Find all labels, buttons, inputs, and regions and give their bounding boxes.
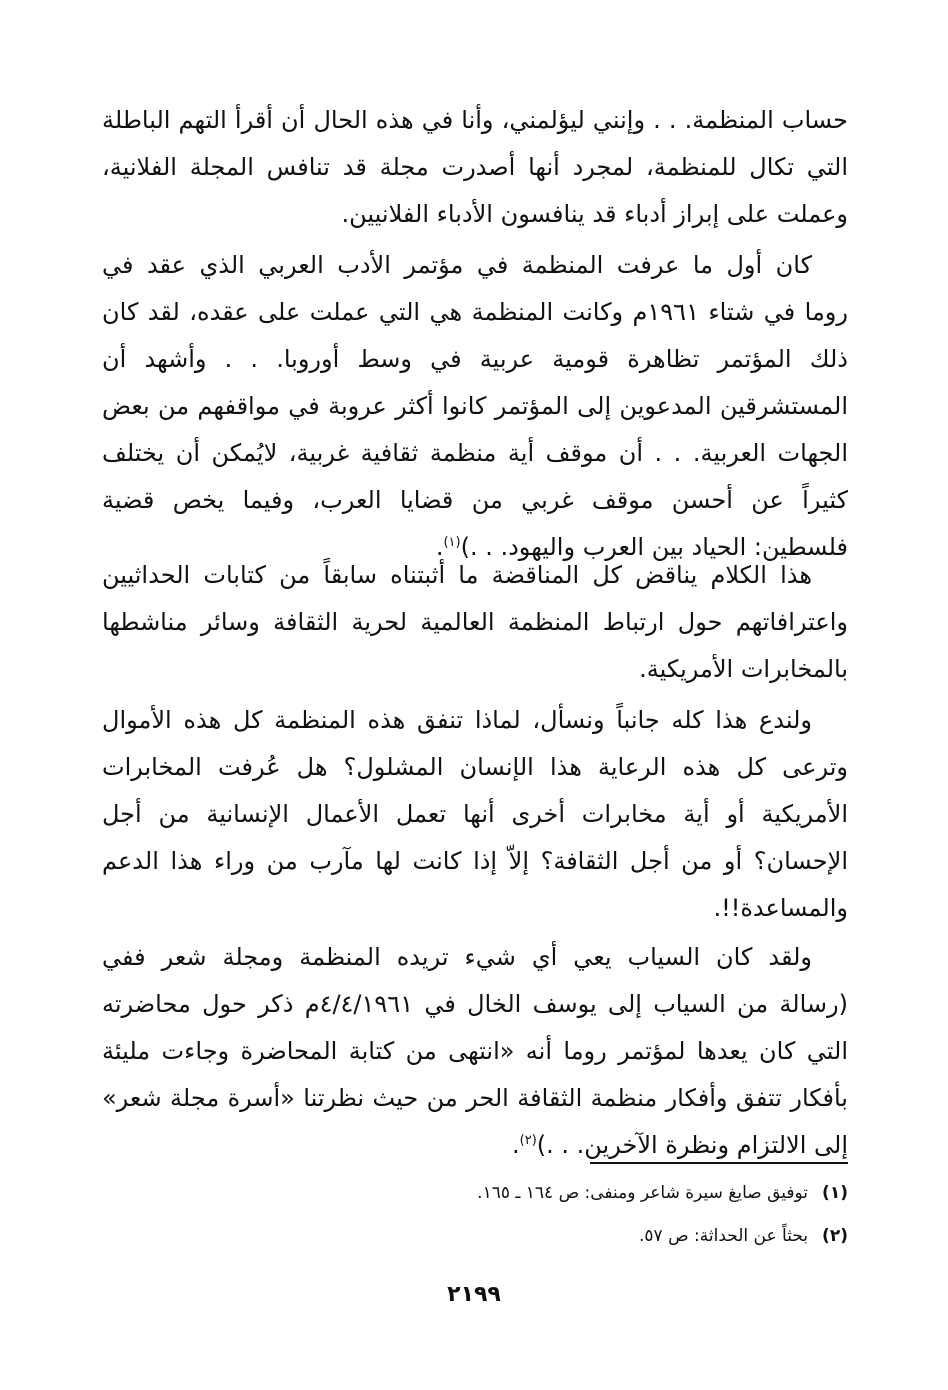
paragraph-2 — [102, 242, 848, 571]
paragraph-line: المستشرقين المدعوين إلى المؤتمر كانوا أكثر عروبة في مواقفهم من بعض — [102, 392, 848, 420]
paragraph-line-end: . — [435, 533, 444, 561]
paragraph-line: كان أول ما عرفت المنظمة في مؤتمر الأدب العربي الذي عقد في — [102, 251, 812, 279]
paragraph-line: التي تكال للمنظمة، لمجرد أنها أصدرت مجلة قد تنافس المجلة الفلانية، — [102, 153, 848, 181]
paragraph-5 — [102, 934, 848, 1169]
paragraph-line: ولندع هذا كله جانباً ونسأل، لماذا تنفق هذه المنظمة كل هذه الأموال — [102, 706, 812, 734]
paragraph-line: هذا الكلام يناقض كل المناقضة ما أثبتناه سابقاً من كتابات الحداثيين — [102, 561, 812, 589]
paragraph-line: حساب المنظمة. . . وإنني ليؤلمني، وأنا في هذه الحال أن أقرأ التهم الباطلة — [102, 106, 848, 134]
page-number: ٢١٩٩ — [447, 1282, 501, 1307]
paragraph-line: واعترافاتهم حول ارتباط المنظمة العالمية لحرية الثقافة وسائر مناشطها — [102, 608, 848, 636]
footnote-reference: (١) — [443, 535, 461, 550]
paragraph-line: ذلك المؤتمر تظاهرة قومية عربية في وسط أوروبا. . . وأشهد أن — [102, 345, 848, 373]
footnote-text: بحثاً عن الحداثة: ص ٥٧. — [639, 1226, 809, 1246]
paragraph-3 — [102, 552, 848, 693]
footnote-number: (١) — [822, 1183, 848, 1203]
paragraph-line: وعملت على إبراز أدباء قد ينافسون الأدباء الفلانيين. — [341, 200, 848, 228]
paragraph-line: الجهات العربية. . . أن موقف أية منظمة ثقافية غربية، لايُمكن أن يختلف — [102, 439, 848, 467]
footnote-2 — [102, 1223, 848, 1249]
paragraph-line: ولقد كان السياب يعي أي شيء تريده المنظمة ومجلة شعر ففي — [102, 943, 812, 971]
footnote-text: توفيق صايغ سيرة شاعر ومنفى: ص ١٦٤ ـ ١٦٥. — [477, 1183, 809, 1203]
paragraph-line-end: . — [512, 1131, 520, 1159]
paragraph-line: التي كان يعدها لمؤتمر روما أنه «انتهى من كتابة المحاضرة وجاءت مليئة — [102, 1037, 848, 1065]
footnote-1 — [102, 1180, 848, 1206]
paragraph-1 — [102, 97, 848, 238]
paragraph-line-text: إلى الالتزام ونظرة الآخرين. . .) — [536, 1131, 848, 1159]
paragraph-line: (رسالة من السياب إلى يوسف الخال في ٤/٤/١٩٦١م ذكر حول محاضرته — [102, 990, 848, 1018]
paragraph-line: روما في شتاء ١٩٦١م وكانت المنظمة هي التي عملت على عقده، لقد كان — [102, 298, 848, 326]
paragraph-line: الإحسان؟ أو من أجل الثقافة؟ إلاّ إذا كانت لها مآرب من وراء هذا الدعم — [102, 847, 848, 875]
paragraph-line: الأمريكية أو أية مخابرات أخرى أنها تعمل الأعمال الإنسانية من أجل — [102, 800, 848, 828]
footnote-divider — [590, 1162, 848, 1164]
paragraph-line-text: فلسطين: الحياد بين العرب واليهود. . .) — [460, 533, 848, 561]
paragraph-line: بأفكار تتفق وأفكار منظمة الثقافة الحر من حيث نظرتنا «أسرة مجلة شعر» — [102, 1084, 848, 1112]
footnote-reference: (٢) — [519, 1133, 537, 1148]
footnote-number: (٢) — [822, 1226, 848, 1246]
paragraph-line: بالمخابرات الأمريكية. — [639, 655, 848, 683]
paragraph-line: والمساعدة!!. — [713, 894, 848, 922]
paragraph-line: كثيراً عن أحسن موقف غربي من قضايا العرب، وفيما يخص قضية — [102, 486, 848, 514]
paragraph-4 — [102, 697, 848, 932]
paragraph-line: وترعى كل هذه الرعاية هذا الإنسان المشلول؟ هل عُرفت المخابرات — [102, 753, 848, 781]
